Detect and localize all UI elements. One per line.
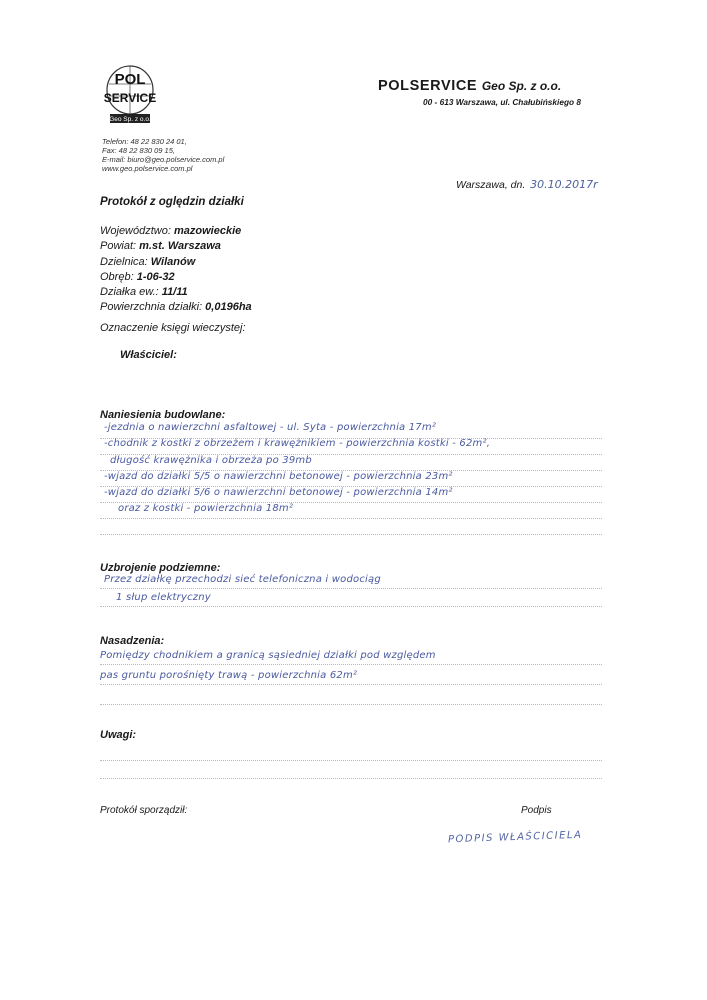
dotted-line (100, 684, 602, 685)
email-text: E-mail: biuro@geo.polservice.com.pl (102, 155, 225, 164)
land-register-label: Oznaczenie księgi wieczystej: (100, 322, 246, 334)
plantings-heading: Nasadzenia: (100, 635, 165, 647)
dotted-line (100, 778, 602, 779)
contact-block (102, 137, 224, 173)
underground-line: 1 słup elektryczny (116, 592, 211, 603)
county-value: m.st. Warszawa (139, 240, 221, 253)
date-value: 30.10.2017r (530, 178, 598, 191)
company-logo (104, 64, 156, 128)
company-name (378, 78, 561, 94)
district-value: Wilanów (150, 255, 196, 268)
parcel-info (100, 224, 252, 316)
buildings-line: oraz z kostki - powierzchnia 18m² (118, 503, 294, 514)
plantings-line: pas gruntu porośnięty trawą - powierzchnia 62m² (100, 670, 358, 681)
prepared-by-label: Protokół sporządził: (100, 805, 188, 816)
svg-text:POL: POL (114, 71, 146, 88)
document-title: Protokół z oględzin działki (100, 196, 244, 208)
area-value: 0,0196ha (205, 301, 252, 314)
owner-signature: PODPIS WŁAŚCICIELA (447, 829, 583, 846)
owner-label: Właściciel: (120, 349, 177, 361)
dotted-line (100, 588, 602, 589)
remarks-heading: Uwagi: (100, 729, 137, 741)
dotted-line (100, 534, 602, 535)
district-label: Dzielnica: (100, 255, 148, 268)
county-row (100, 239, 252, 254)
date-line (456, 178, 598, 191)
buildings-line: -jezdnia o nawierzchni asfaltowej - ul. Syta - powierzchnia 17m² (104, 422, 437, 433)
plot-value: 11/11 (161, 286, 188, 299)
underground-heading: Uzbrojenie podziemne: (100, 562, 221, 574)
precinct-row (100, 270, 252, 285)
buildings-heading: Naniesienia budowlane: (100, 409, 226, 421)
voivodeship-row (100, 224, 252, 239)
svg-text:Geo Sp. z o.o.: Geo Sp. z o.o. (109, 116, 151, 123)
voivodeship-value: mazowieckie (173, 225, 242, 237)
dotted-line (100, 704, 602, 705)
area-label: Powierzchnia działki: (100, 301, 203, 314)
plot-row (100, 285, 252, 300)
date-label: Warszawa, dn. (456, 179, 526, 191)
dotted-line (100, 664, 602, 665)
company-name-suffix: Geo Sp. z o.o. (481, 79, 562, 93)
voivodeship-label: Województwo: (100, 225, 171, 237)
county-label: Powiat: (100, 240, 137, 253)
website-text: www.geo.polservice.com.pl (102, 164, 193, 173)
phone-text: Telefon: 48 22 830 24 01, (102, 137, 187, 146)
dotted-line (100, 606, 602, 607)
precinct-value: 1-06-32 (136, 270, 175, 283)
buildings-line: długość krawężnika i obrzeża po 39mb (110, 455, 312, 466)
company-name-main: POLSERVICE (378, 78, 478, 94)
buildings-line: -wjazd do działki 5/6 o nawierzchni betonowej - powierzchnia 14m² (104, 487, 453, 498)
fax-text: Fax: 48 22 830 09 15, (102, 146, 175, 155)
precinct-label: Obręb: (100, 270, 134, 283)
buildings-line: -chodnik z kostki z obrzeżem i krawężnikiem - powierzchnia kostki - 62m², (104, 438, 491, 449)
underground-line: Przez działkę przechodzi sieć telefoniczna i wodociąg (104, 574, 381, 585)
buildings-line: -wjazd do działki 5/5 o nawierzchni betonowej - powierzchnia 23m² (104, 471, 453, 482)
dotted-line (100, 518, 602, 519)
svg-text:SERVICE: SERVICE (104, 91, 156, 105)
plot-label: Działka ew.: (100, 286, 159, 299)
dotted-line (100, 760, 602, 761)
company-address: 00 - 613 Warszawa, ul. Chałubińskiego 8 (423, 97, 582, 107)
district-row (100, 255, 252, 270)
plantings-line: Pomiędzy chodnikiem a granicą sąsiedniej działki pod względem (100, 650, 436, 661)
area-row (100, 300, 252, 315)
signature-label: Podpis (521, 805, 552, 816)
